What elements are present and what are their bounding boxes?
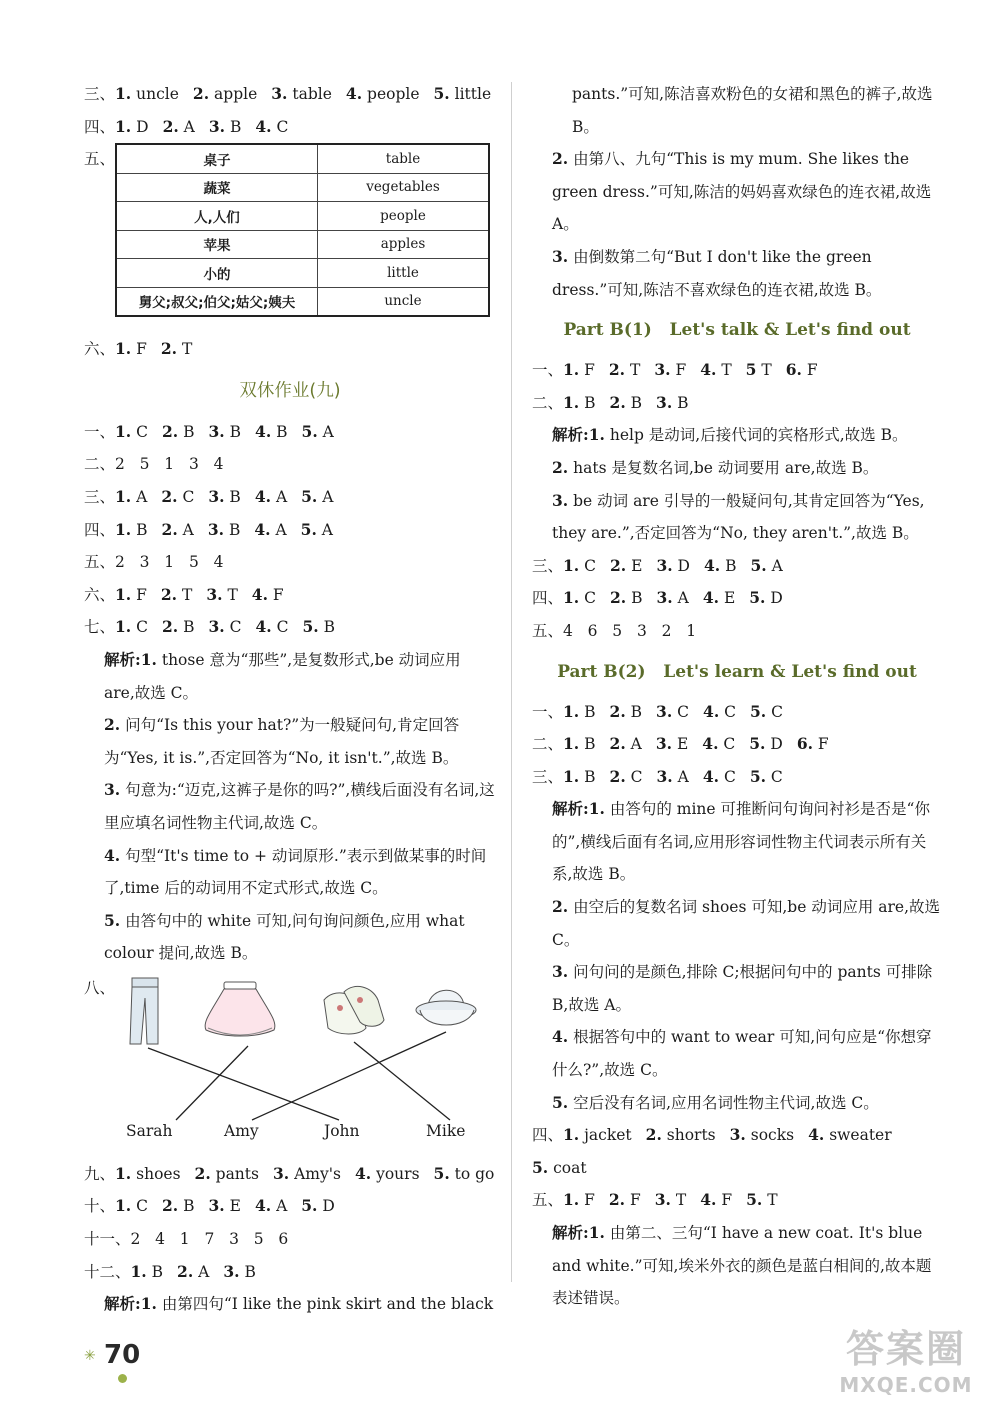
right-column [532,78,942,1315]
answer-line: 二、1. B 2. A 3. E 4. C 5. D 6. F [532,734,829,754]
dot-icon [118,1374,127,1383]
answer-line: 三、1. A 2. C 3. B 4. A 5. A [84,486,334,506]
explanation: 解析:1. 由第四句“I like the pink skirt and the black [104,1294,494,1314]
explanation: 3. be 动词 are 引导的一般疑问句,其肯定回答为“Yes, they are.”,否定回答为“No, they aren't.”,故选 B。 [552,490,925,543]
explanation: 5. 由答句中的 white 可知,问句询问颜色,应用 what colour 提问,故选 B。 [104,910,465,963]
answer-line: 一、1. B 2. B 3. C 4. C 5. C [532,701,783,721]
match-line [354,1042,450,1120]
name-label: Amy [224,1121,259,1140]
name-label: John [324,1121,360,1140]
explanation: 解析:1. 由答句的 mine 可推断问句询问衬衫是否是“你的”,横线后面有名词,应用形容词性物主代词表示所有关系,故选 B。 [552,799,930,884]
vocab-table [115,143,490,317]
answer-line: 四、1. C 2. B 3. A 4. E 5. D [532,588,783,608]
table-row: 舅父;叔父;伯父;姑父;姨夫 uncle [116,287,489,316]
hat-icon [416,990,476,1025]
explanation-continued: pants.”可知,陈洁喜欢粉色的女裙和黑色的裤子,故选 B。 [572,85,933,136]
answer-line: 一、1. C 2. B 3. B 4. B 5. A [84,421,334,441]
answer-line: 三、1. C 2. E 3. D 4. B 5. A [532,555,783,575]
explanation: 2. 由空后的复数名词 shoes 可知,be 动词应用 are,故选 C。 [552,897,940,949]
answer-line: 四、1. jacket 2. shorts 3. socks 4. sweater [532,1125,892,1145]
skirt-icon [205,982,275,1036]
pants-icon [130,978,158,1044]
star-icon: ✳ [84,1348,96,1364]
explanation: 3. 句意为:“迈克,这裤子是你的吗?”,横线后面没有名词,这里应填名词性物主代词,故选 C。 [104,780,495,832]
table-row: 小的 little [116,259,489,288]
answer-line: 六、1. F 2. T 3. T 4. F [84,584,284,604]
answer-line: 九、1. shoes 2. pants 3. Amy's 4. yours 5. to go [84,1163,495,1183]
answer-line: 五、4 6 5 3 2 1 [532,621,697,640]
section-title: Part B(2) Let's learn & Let's find out [557,661,917,682]
explanation: 解析:1. 由第二、三句“I have a new coat. It's blue and white.”可知,埃米外衣的颜色是蓝白相间的,故本题表述错误。 [552,1223,932,1308]
section-title: Part B(1) Let's talk & Let's find out [563,320,911,341]
answer-line: 三、1. B 2. C 3. A 4. C 5. C [532,766,783,786]
explanation: 2. hats 是复数名词,be 动词要用 are,故选 B。 [552,457,879,477]
table-row: 桌子 table [116,144,489,173]
table-row: 苹果 apples [116,230,489,259]
page-number: 70 [104,1340,141,1370]
section-label: 五、 [84,150,116,169]
match-line [148,1048,339,1120]
section-title: 双休作业(九) [239,380,341,401]
answer-line: 十、1. C 2. B 3. E 4. A 5. D [84,1196,335,1216]
answer-line: 七、1. C 2. B 3. C 4. C 5. B [84,617,335,637]
explanation: 4. 句型“It's time to + 动词原形.”表示到做某事的时间了,time 后的动词用不定式形式,故选 C。 [104,845,487,898]
shoes-icon [324,986,384,1034]
matching-illustration [84,970,496,1130]
name-label: Mike [426,1121,466,1140]
match-line [252,1032,446,1120]
answer-line: 二、1. B 2. B 3. B [532,392,689,412]
answer-line: 二、2 5 1 3 4 [84,455,224,474]
answer-line-liu: 六、1. F 2. T [84,339,193,359]
match-line [176,1046,248,1120]
explanation: 4. 根据答句中的 want to wear 可知,问句应是“你想穿什么?”,故选 C。 [552,1027,932,1080]
watermark: 答案圈 MXQE.COM [839,1327,973,1397]
answer-line: 四、1. B 2. A 3. B 4. A 5. A [84,519,333,539]
explanation: 解析:1. help 是动词,后接代词的宾格形式,故选 B。 [552,425,908,445]
answer-line: 五、2 3 1 5 4 [84,553,224,572]
explanation: 3. 问句问的是颜色,排除 C;根据问句中的 pants 可排除 B,故选 A。 [552,962,933,1014]
table-row: 人,人们 people [116,202,489,231]
explanation: 5. 空后没有名词,应用名词性物主代词,故选 C。 [552,1092,879,1112]
left-column [84,78,496,1321]
section-label: 八、 [84,978,116,997]
explanation: 2. 问句“Is this your hat?”为一般疑问句,肯定回答为“Yes, it is.”,否定回答为“No, it isn't.”,故选 B。 [104,715,460,767]
table-row: 蔬菜 vegetables [116,173,489,202]
answer-line: 5. coat [532,1157,587,1177]
answer-line-si: 四、1. D 2. A 3. B 4. C [84,116,289,136]
explanation: 2. 由第八、九句“This is my mum. She likes the green dress.”可知,陈洁的妈妈喜欢绿色的连衣裙,故选 A。 [552,149,932,234]
answer-line: 一、1. F 2. T 3. F 4. T 5 T 6. F [532,360,818,380]
name-label: Sarah [126,1121,173,1140]
explanation: 3. 由倒数第二句“But I don't like the green dress.”可知,陈洁不喜欢绿色的连衣裙,故选 B。 [552,246,882,299]
vocab-table-section [84,143,496,333]
answer-line-san: 三、1. uncle 2. apple 3. table 4. people 5. little [84,84,492,103]
matching-picture [84,970,496,1158]
column-divider [511,82,512,1282]
answer-line: 五、1. F 2. F 3. T 4. F 5. T [532,1190,778,1210]
explanation: 解析:1. those 意为“那些”,是复数形式,be 动词应用 are,故选 C。 [104,649,461,702]
answer-line: 十一、2 4 1 7 3 5 6 [84,1230,289,1249]
answer-line: 十二、1. B 2. A 3. B [84,1261,256,1281]
